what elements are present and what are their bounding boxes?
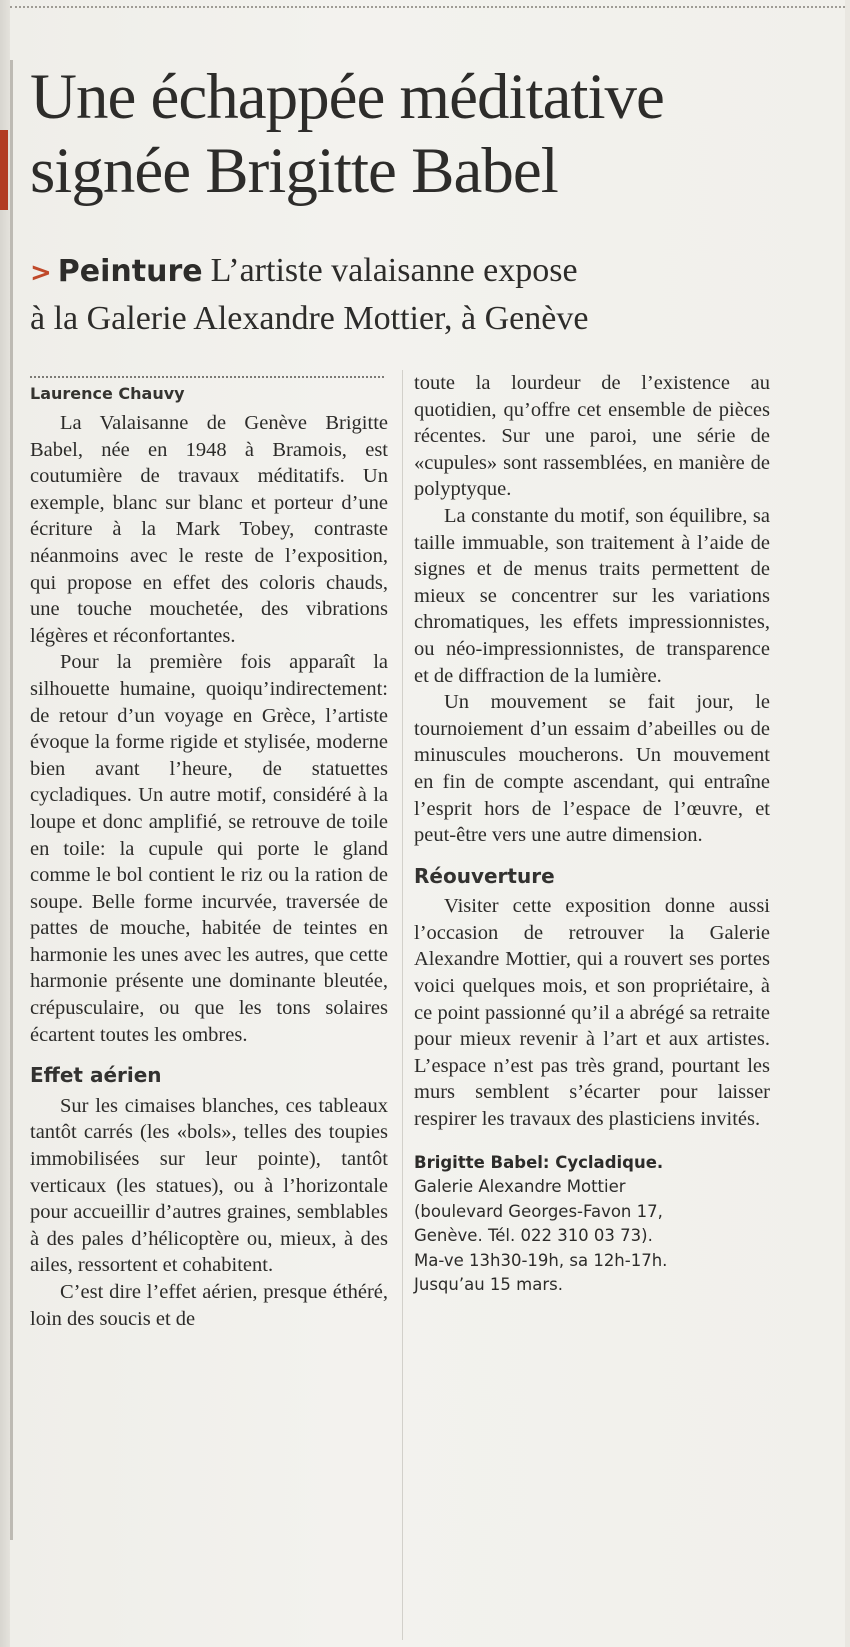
info-phone: Genève. Tél. 022 310 03 73). bbox=[414, 1226, 653, 1246]
column-gutter bbox=[402, 370, 403, 1640]
paragraph: Pour la première fois apparaît la silhouette humaine, quoiqu’indirectement: de retour d’un voyage en Grèce, l’artiste évoque la forme rigide et stylisée, moderne bien avant l’heure, de statuettes cycladiques. Un autre motif, considéré à la loupe et donc amplifié, se retrouve de toile en toile: la cupule qui porte le gland comme le bol contient le riz ou la ration de soupe. Belle forme incurvée, traversée de pattes de mouche, habitée de teintes en harmonie les unes avec les autres, que cette harmonie présente une dominante bleutée, crépusculaire, ou que les tons solaires écartent toutes les ombres. bbox=[30, 651, 388, 1046]
column-left-rule bbox=[10, 60, 13, 1540]
article-headline bbox=[30, 60, 810, 208]
article-column-2 bbox=[414, 370, 770, 1298]
info-hours: Ma-ve 13h30-19h, sa 12h-17h. bbox=[414, 1250, 668, 1270]
top-dotted-rule bbox=[10, 6, 845, 8]
info-title: Brigitte Babel: Cycladique. bbox=[414, 1152, 664, 1172]
paragraph: Sur les cimaises blanches, ces tableaux tantôt carrés (les «bols», telles des toupies immobilisées sur leur pointe), tantôt verticaux (les statues), ou à l’horizontale pour accueillir d’autres graines, semblables à des pales d’hélicoptère ou, mieux, à des ailes, ressortent et cohabitent. bbox=[30, 1094, 388, 1277]
paragraph: Un mouvement se fait jour, le tournoiement d’un essaim d’abeilles ou de minuscules moucherons. Un mouvement en fin de compte ascendant, qui entraîne l’esprit hors de l’espace de l’œuvre, et peut-être vers une autre dimension. bbox=[414, 691, 770, 847]
paragraph: C’est dire l’effet aérien, presque éthéré, loin des soucis et de bbox=[30, 1281, 388, 1330]
byline-dotted-rule bbox=[30, 376, 384, 378]
subheading-effet-aerien: Effet aérien bbox=[30, 1063, 162, 1088]
author-byline: Laurence Chauvy bbox=[30, 384, 185, 403]
paragraph: Visiter cette exposition donne aussi l’occasion de retrouver la Galerie Alexandre Mottier, qui a rouvert ses portes voici quelques mois, et son propriétaire, à ce point passionné qu’il a abrégé sa retraite pour mieux revenir à l’art et aux artistes. L’espace n’est pas très grand, pourtant les murs semblent s’écarter pour laisser respirer les travaux des plasticiens invités. bbox=[414, 895, 770, 1131]
deck-line-1: L’artiste valaisanne expose bbox=[210, 252, 578, 289]
exhibition-info bbox=[414, 1151, 770, 1298]
margin-accent-bar bbox=[0, 130, 8, 210]
info-gallery: Galerie Alexandre Mottier bbox=[414, 1177, 626, 1197]
article-deck bbox=[30, 248, 810, 342]
headline-line-2: signée Brigitte Babel bbox=[30, 135, 558, 207]
info-dates: Jusqu’au 15 mars. bbox=[414, 1275, 563, 1295]
deck-line-2: à la Galerie Alexandre Mottier, à Genève bbox=[30, 300, 589, 337]
paragraph: La constante du motif, son équilibre, sa taille immuable, son traitement à l’aide de signes et de menus traits permettent de mieux se concentrer sur les variations chromatiques, les effets impressionnistes, ou néo-impressionnistes, de transparence et de diffraction de la lumière. bbox=[414, 504, 770, 687]
deck-kicker: Peinture bbox=[57, 254, 203, 289]
headline-line-1: Une échappée méditative bbox=[30, 61, 664, 133]
deck-arrow-icon: > bbox=[30, 258, 52, 288]
article-column-1 bbox=[30, 410, 388, 1332]
paragraph: toute la lourdeur de l’existence au quotidien, qu’offre cet ensemble de pièces récentes. Sur une paroi, une série de «cupules» sont rassemblées, en manière de polyptyque. bbox=[414, 372, 770, 501]
paragraph: La Valaisanne de Genève Brigitte Babel, née en 1948 à Bramois, est coutumière de travaux méditatifs. Un exemple, blanc sur blanc et porteur d’une écriture à la Mark Tobey, contraste néanmoins avec le reste de l’exposition, qui propose en effet des coloris chauds, une touche mouchetée, des vibrations légères et réconfortantes. bbox=[30, 412, 388, 647]
page-left-edge bbox=[0, 0, 10, 1647]
info-address: (boulevard Georges-Favon 17, bbox=[414, 1201, 663, 1221]
subheading-reouverture: Réouverture bbox=[414, 863, 555, 888]
